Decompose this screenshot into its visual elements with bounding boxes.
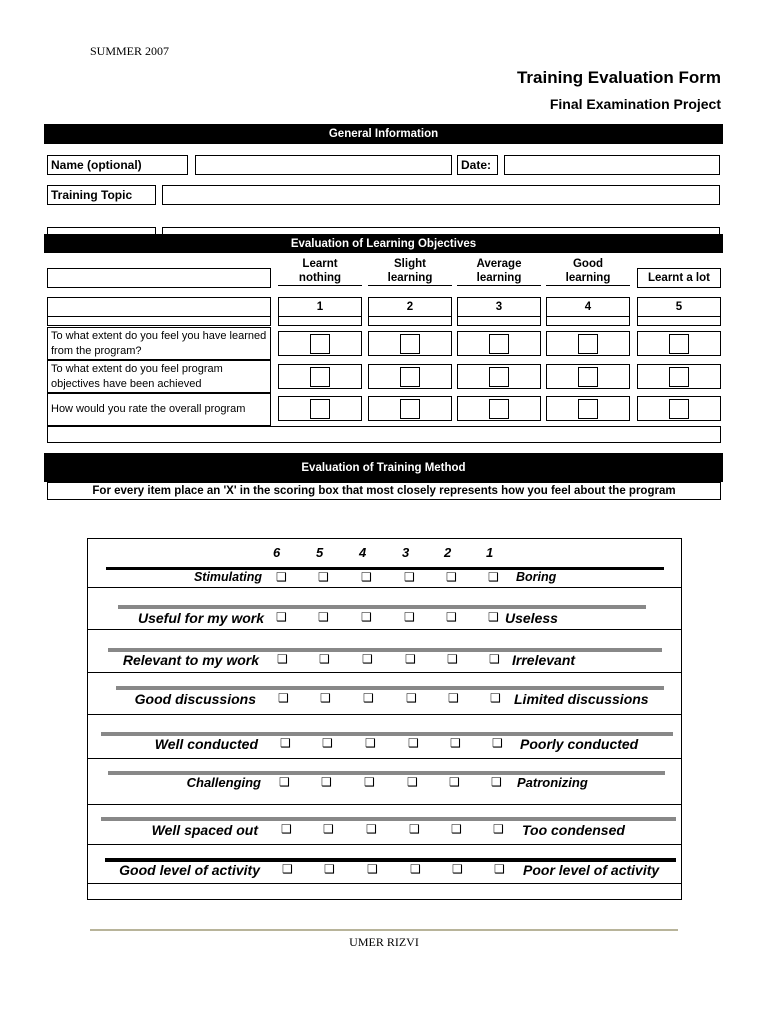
column-underline [546, 285, 630, 287]
column-learnt-a-lot: Learnt a lot [637, 268, 721, 288]
date-label: Date: [457, 155, 498, 175]
name-label: Name (optional) [47, 155, 188, 175]
rating-checkbox[interactable] [489, 334, 509, 354]
scale-checkbox[interactable]: ❑ [364, 775, 375, 789]
rating-checkbox[interactable] [669, 399, 689, 419]
question-objectives-achieved: To what extent do you feel program objectives have been achieved [47, 360, 271, 393]
row-rule [118, 605, 646, 609]
instruction-text: For every item place an 'X' in the scoring box that most closely represents how you feel about the program [47, 482, 721, 500]
rating-cell [637, 396, 721, 421]
training-method-scale [87, 538, 682, 900]
learning-objectives-header: Evaluation of Learning Objectives [44, 234, 723, 253]
scale-checkbox[interactable]: ❑ [407, 775, 418, 789]
rating-left-label: Well spaced out [151, 822, 258, 838]
scale-checkbox[interactable]: ❑ [361, 570, 372, 584]
scale-number-4: 4 [359, 545, 367, 560]
scale-checkbox[interactable]: ❑ [361, 610, 372, 624]
scale-checkbox[interactable]: ❑ [491, 775, 502, 789]
row-rule [116, 686, 664, 690]
training-topic-label: Training Topic [47, 185, 156, 205]
scale-checkbox[interactable]: ❑ [410, 862, 421, 876]
scale-checkbox[interactable]: ❑ [449, 775, 460, 789]
scale-number-2: 2 [444, 545, 452, 560]
rating-right-label: Too condensed [522, 822, 625, 838]
scale-checkbox[interactable]: ❑ [490, 691, 501, 705]
scale-checkbox[interactable]: ❑ [446, 610, 457, 624]
scale-number-5: 5 [316, 545, 324, 560]
scale-checkbox[interactable]: ❑ [492, 736, 503, 750]
spacer-row [47, 316, 271, 326]
row-separator [88, 672, 681, 673]
author-footer: UMER RIZVI [349, 935, 419, 949]
training-topic-field[interactable] [162, 185, 720, 205]
column-average-learning: Average learning [476, 258, 522, 284]
rating-number-5: 5 [637, 297, 721, 317]
form-title: Training Evaluation Form [516, 68, 721, 87]
scale-number-6: 6 [273, 545, 281, 560]
rating-left-label: Relevant to my work [122, 652, 259, 668]
rating-checkbox[interactable] [400, 399, 420, 419]
rating-cell [457, 364, 541, 389]
rating-checkbox[interactable] [669, 367, 689, 387]
scale-checkbox[interactable]: ❑ [447, 652, 458, 666]
row-rule [101, 817, 676, 821]
rating-cell [546, 331, 630, 356]
scale-checkbox[interactable]: ❑ [488, 610, 499, 624]
column-good-learning: Good learning [565, 258, 611, 284]
form-subtitle: Final Examination Project [549, 96, 721, 112]
rating-number-2: 2 [368, 297, 452, 317]
spacer-row [278, 316, 362, 326]
spacer-row [368, 316, 452, 326]
rating-cell [368, 364, 452, 389]
rating-checkbox[interactable] [578, 399, 598, 419]
scale-checkbox[interactable]: ❑ [448, 691, 459, 705]
scale-number-3: 3 [402, 545, 410, 560]
rating-left-label: Good level of activity [119, 862, 260, 878]
objectives-footer-row [47, 426, 721, 443]
rating-number-1: 1 [278, 297, 362, 317]
row-separator [88, 629, 681, 630]
question-learned: To what extent do you feel you have learned from the program? [47, 327, 271, 360]
rating-cell [368, 331, 452, 356]
rating-cell [368, 396, 452, 421]
scale-checkbox[interactable]: ❑ [276, 610, 287, 624]
column-learnt-nothing: Learnt nothing [298, 258, 342, 284]
column-slight-learning: Slight learning [387, 258, 433, 284]
scale-checkbox[interactable]: ❑ [276, 570, 287, 584]
scale-checkbox[interactable]: ❑ [282, 862, 293, 876]
rating-cell [457, 331, 541, 356]
rating-cell [637, 331, 721, 356]
scale-checkbox[interactable]: ❑ [363, 691, 374, 705]
rating-cell [637, 364, 721, 389]
rating-cell [278, 331, 362, 356]
rating-left-label: Good discussions [134, 691, 256, 707]
rating-checkbox[interactable] [310, 334, 330, 354]
rating-number-4: 4 [546, 297, 630, 317]
training-method-header: Evaluation of Training Method [44, 453, 723, 482]
scale-checkbox[interactable]: ❑ [279, 775, 290, 789]
row-separator [88, 844, 681, 845]
scale-checkbox[interactable]: ❑ [488, 570, 499, 584]
spacer-row [457, 316, 541, 326]
scale-checkbox[interactable]: ❑ [321, 775, 332, 789]
spacer-row [546, 316, 630, 326]
column-underline [368, 285, 452, 287]
scale-checkbox[interactable]: ❑ [451, 822, 462, 836]
scale-checkbox[interactable]: ❑ [489, 652, 500, 666]
scale-checkbox[interactable]: ❑ [318, 610, 329, 624]
spacer-row [637, 316, 721, 326]
general-information-header: General Information [44, 124, 723, 144]
scale-checkbox[interactable]: ❑ [322, 736, 333, 750]
rating-right-label: Limited discussions [514, 691, 649, 707]
rating-checkbox[interactable] [489, 367, 509, 387]
scale-checkbox[interactable]: ❑ [324, 862, 335, 876]
row-separator [88, 804, 681, 805]
scale-checkbox[interactable]: ❑ [281, 822, 292, 836]
scale-checkbox[interactable]: ❑ [450, 736, 461, 750]
footer-rule [90, 929, 678, 931]
scale-checkbox[interactable]: ❑ [404, 610, 415, 624]
rating-cell [278, 396, 362, 421]
rating-checkbox[interactable] [669, 334, 689, 354]
scale-checkbox[interactable]: ❑ [365, 736, 376, 750]
rating-right-label: Patronizing [517, 775, 588, 790]
term-label: SUMMER 2007 [90, 44, 170, 58]
rating-left-label: Challenging [186, 775, 261, 790]
rating-checkbox[interactable] [578, 334, 598, 354]
row-separator [88, 587, 681, 588]
scale-checkbox[interactable]: ❑ [277, 652, 288, 666]
rating-number-3: 3 [457, 297, 541, 317]
rating-checkbox[interactable] [310, 399, 330, 419]
rating-left-label: Well conducted [154, 736, 258, 752]
rating-left-label: Useful for my work [137, 610, 264, 626]
scale-checkbox[interactable]: ❑ [366, 822, 377, 836]
rating-checkbox[interactable] [400, 334, 420, 354]
rating-right-label: Poor level of activity [523, 862, 660, 878]
scale-checkbox[interactable]: ❑ [494, 862, 505, 876]
scale-checkbox[interactable]: ❑ [452, 862, 463, 876]
rating-right-label: Boring [516, 570, 557, 584]
scale-checkbox[interactable]: ❑ [320, 691, 331, 705]
rating-cell [457, 396, 541, 421]
rating-checkbox[interactable] [310, 367, 330, 387]
scale-checkbox[interactable]: ❑ [493, 822, 504, 836]
scale-checkbox[interactable]: ❑ [323, 822, 334, 836]
scale-checkbox[interactable]: ❑ [278, 691, 289, 705]
scale-checkbox[interactable]: ❑ [318, 570, 329, 584]
scale-checkbox[interactable]: ❑ [319, 652, 330, 666]
scale-checkbox[interactable]: ❑ [406, 691, 417, 705]
rating-right-label: Useless [505, 610, 558, 626]
rating-checkbox[interactable] [400, 367, 420, 387]
rating-cell [546, 364, 630, 389]
rating-cell [546, 396, 630, 421]
question-overall-rating: How would you rate the overall program [47, 393, 271, 426]
row-separator [88, 714, 681, 715]
row-separator [88, 883, 681, 884]
name-field[interactable] [195, 155, 452, 175]
rating-left-label: Stimulating [193, 570, 262, 584]
scale-checkbox[interactable]: ❑ [408, 736, 419, 750]
column-underline [457, 285, 541, 287]
rating-cell [278, 364, 362, 389]
rating-right-label: Irrelevant [512, 652, 576, 668]
column-underline [278, 285, 362, 287]
objectives-blank-header [47, 268, 271, 288]
scale-checkbox[interactable]: ❑ [409, 822, 420, 836]
scale-checkbox[interactable]: ❑ [367, 862, 378, 876]
scale-checkbox[interactable]: ❑ [280, 736, 291, 750]
scale-number-1: 1 [486, 545, 494, 560]
scale-checkbox[interactable]: ❑ [405, 652, 416, 666]
objectives-number-blank [47, 297, 271, 317]
rating-checkbox[interactable] [489, 399, 509, 419]
scale-checkbox[interactable]: ❑ [362, 652, 373, 666]
rating-checkbox[interactable] [578, 367, 598, 387]
date-field[interactable] [504, 155, 720, 175]
row-separator [88, 758, 681, 759]
scale-checkbox[interactable]: ❑ [404, 570, 415, 584]
scale-checkbox[interactable]: ❑ [446, 570, 457, 584]
rating-right-label: Poorly conducted [520, 736, 639, 752]
